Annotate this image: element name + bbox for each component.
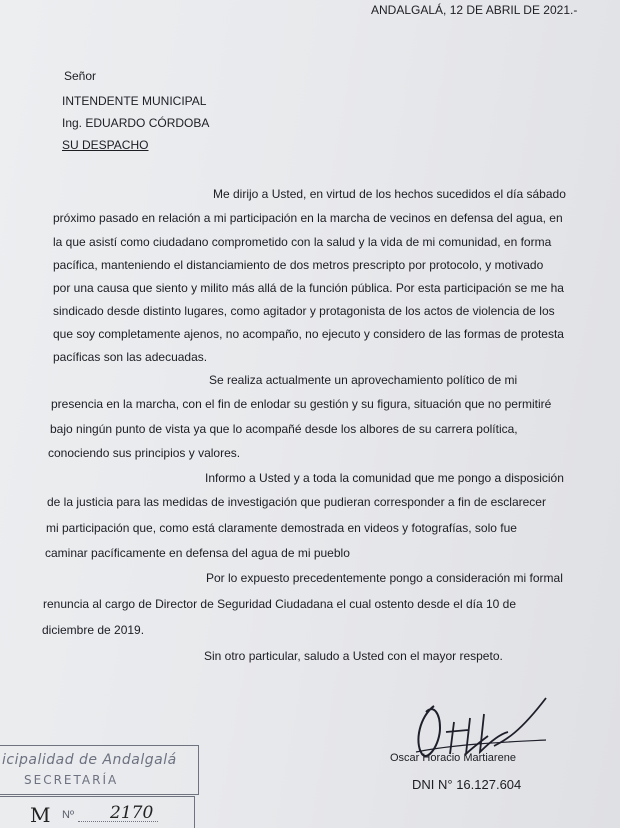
- salutation: Señor: [64, 69, 97, 83]
- body-line: diciembre de 2019.: [42, 623, 145, 637]
- registry-number: 2170: [110, 803, 154, 823]
- body-line: la que asistí como ciudadano comprometido con la salud y la vida de mi comunidad, en forma: [53, 235, 552, 249]
- body-line: Me dirijo a Usted, en virtud de los hechos sucedidos el día sábado: [213, 187, 566, 201]
- body-line: renuncia al cargo de Director de Seguridad Ciudadana el cual ostento desde el día 10 de: [43, 597, 516, 611]
- body-line: por una causa que siento y milito más allá de la función pública. Por esta participación se me ha: [53, 281, 564, 295]
- secretaria-stamp: [0, 745, 199, 795]
- body-line: [209, 372, 543, 388]
- signer-name: Oscar Horacio Martiarene: [390, 752, 516, 764]
- body-line: próximo pasado en relación a mi participación en la marcha de vecinos en defensa del agua, en: [53, 211, 563, 225]
- body-line: sindicado desde distinto lugares, como agitador y protagonista de los actos de violencia de los: [53, 304, 555, 318]
- body-line: que soy completamente ajenos, no acompaño, no ejecuto y considero de las formas de protesta: [53, 327, 564, 341]
- body-line: Informo a Usted y a toda la comunidad que me pongo a disposición: [205, 471, 564, 485]
- body-line: bajo ningún punto de vista ya que lo acompañé desde los albores de su carrera política,: [50, 422, 518, 436]
- stamp-line-2: SECRETARÍA: [24, 773, 119, 787]
- registry-box: [0, 796, 195, 828]
- addressee-name: Ing. EDUARDO CÓRDOBA: [62, 116, 210, 130]
- addressee-title: INTENDENTE MUNICIPAL: [62, 94, 207, 108]
- body-line: pacífica, manteniendo el distanciamiento de dos metros prescripto por protocolo, y motivado: [53, 258, 544, 272]
- body-line: conociendo sus principios y valores.: [48, 446, 241, 460]
- place-date: ANDALGALÁ, 12 DE ABRIL DE 2021.-: [371, 3, 578, 17]
- body-line: de la justicia para las medidas de investigación que pudieran corresponder a fin de esclarecer: [47, 495, 546, 509]
- closing-line: Sin otro particular, saludo a Usted con el mayor respeto.: [204, 649, 503, 663]
- stamp-line-1: icipalidad de Andalgalá: [2, 752, 177, 768]
- body-line: presencia en la marcha, con el fin de enlodar su gestión y su figura, situación que no permitiré: [51, 397, 552, 411]
- signer-dni: DNI N° 16.127.604: [412, 777, 522, 792]
- body-line: mi participación que, como está claramente demostrada en videos y fotografías, solo fue: [46, 521, 517, 535]
- registry-no-label: Nº: [62, 809, 74, 821]
- registry-mark: M: [30, 803, 51, 827]
- body-line: Por lo expuesto precedentemente pongo a consideración mi formal: [206, 571, 563, 585]
- body-line: pacíficas son las adecuadas.: [53, 350, 208, 364]
- addressee-office: SU DESPACHO: [62, 138, 149, 152]
- body-line-text: Se realiza actualmente un aprovechamiento político de mi: [209, 373, 518, 387]
- body-line: caminar pacíficamente en defensa del agua de mi pueblo: [45, 546, 350, 560]
